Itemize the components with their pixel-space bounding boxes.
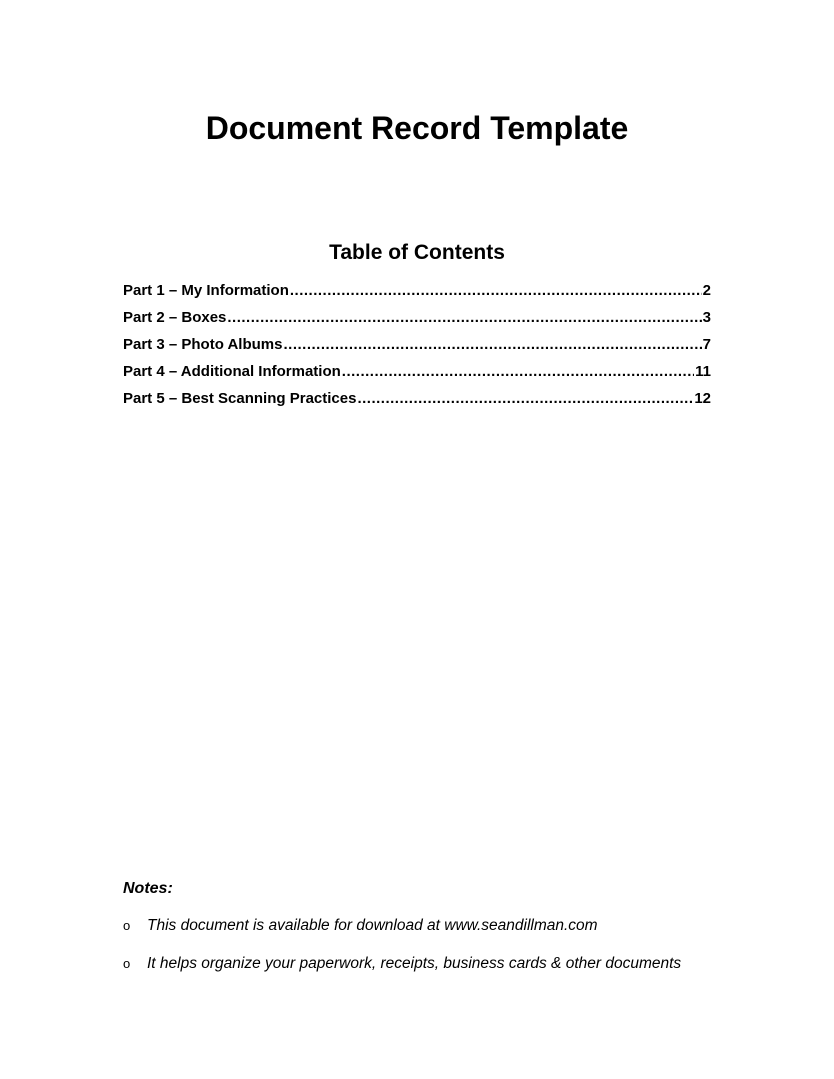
table-of-contents [123, 280, 711, 415]
toc-entry-label: Part 1 – My Information [123, 282, 289, 299]
toc-heading: Table of Contents [329, 241, 505, 264]
toc-entry-page: 3 [702, 309, 711, 326]
toc-dot-leader [283, 334, 701, 356]
toc-dot-leader [227, 307, 701, 329]
hollow-bullet-icon: o [123, 918, 131, 933]
hollow-bullet-icon: o [123, 956, 131, 971]
toc-dot-leader [290, 280, 702, 302]
document-title: Document Record Template [205, 110, 629, 146]
toc-entry-part-5[interactable] [123, 388, 711, 415]
toc-entry-label: Part 5 – Best Scanning Practices [123, 390, 357, 407]
toc-entry-page: 7 [702, 336, 711, 353]
toc-entry-label: Part 4 – Additional Information [123, 363, 341, 380]
toc-entry-part-4[interactable] [123, 361, 711, 388]
notes-list [123, 915, 723, 991]
toc-entry-label: Part 2 – Boxes [123, 309, 227, 326]
note-text: This document is available for download at www.seandillman.com [147, 917, 598, 934]
toc-entry-page: 11 [695, 363, 711, 380]
toc-entry-label: Part 3 – Photo Albums [123, 336, 283, 353]
toc-dot-leader [357, 388, 693, 410]
toc-entry-part-2[interactable] [123, 307, 711, 334]
note-text: It helps organize your paperwork, receipts, business cards & other documents [147, 955, 682, 972]
toc-entry-part-1[interactable] [123, 280, 711, 307]
toc-entry-part-3[interactable] [123, 334, 711, 361]
notes-heading: Notes: [123, 880, 173, 897]
note-item [123, 915, 723, 953]
toc-dot-leader [342, 361, 694, 383]
toc-entry-page: 12 [694, 390, 711, 407]
toc-entry-page: 2 [702, 282, 711, 299]
note-item [123, 953, 723, 991]
